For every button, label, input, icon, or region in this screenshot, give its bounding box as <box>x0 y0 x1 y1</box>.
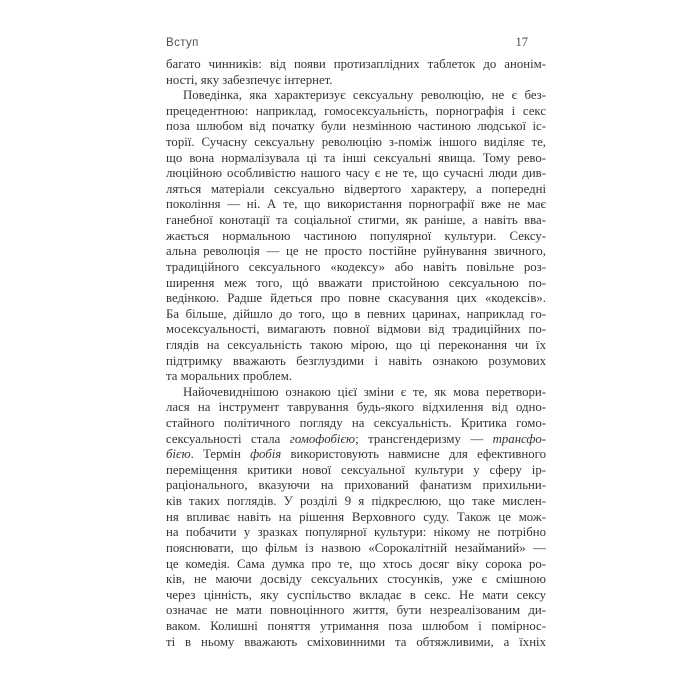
text-line: ня впливає навіть на рішення Верховного суду. Також це мож- <box>166 509 546 524</box>
paragraph <box>166 88 546 385</box>
text-line: мосексуальності, вимагають повної відмови від традиційних по- <box>166 322 546 337</box>
paragraph <box>166 385 546 650</box>
text-line: стайного політичного погляду на сексуальність. Критика гомо- <box>166 416 546 431</box>
text-line: альна революція — це не просто постійне руйнування звичного, <box>166 244 546 259</box>
text-line: сексуальності стала гомофобією; трансгендеризму — трансфо- <box>166 431 546 446</box>
text-line: ності, яку забезпечує інтернет. <box>166 72 333 87</box>
text-line: жається нормальною частиною популярної культури. Сексу- <box>166 228 546 243</box>
text-line: люційною особливістю нашого часу є не те, що сучасні люди див- <box>166 166 546 181</box>
chapter-title: Вступ <box>166 37 199 49</box>
text-line: пояснювати, що фільм із назвою «Сорокалітній незайманий» — <box>166 540 546 555</box>
text-line: ваком. Колишні поняття утримання поза шлюбом і помірнос- <box>166 618 546 633</box>
text-line: ведінкою. Радше йдеться про повне скасування цих «кодексів». <box>166 291 546 306</box>
text-block <box>166 57 546 650</box>
text-line: лася на інструмент таврування будь-якого відхилення від одно- <box>166 400 546 415</box>
text-line: переміщення критики нової сексуальної культури у сферу ір- <box>166 462 546 477</box>
text-line: Найочевиднішою ознакою цієї зміни є те, як мова перетвори- <box>183 384 546 399</box>
text-line: багато чинників: від появи протизаплідних таблеток до анонім- <box>166 57 546 71</box>
text-line: означає не мати повноцінного життя, бути незреалізованим ди- <box>166 603 546 618</box>
text-line: покоління — ні. А те, що використання порнографії вже не має <box>166 197 546 212</box>
text-line: раціонального, вказуючи на прихований фанатизм прихильни- <box>166 478 546 493</box>
text-line: та моральних проблем. <box>166 369 293 384</box>
text-line: бією. Термін фобія використовують навмисне для ефективного <box>166 447 546 462</box>
text-line: ширення меж того, щó вважати пристойною сексуальною по- <box>166 275 546 290</box>
text-line: традиційного сексуального «кодексу» або навіть повільне роз- <box>166 259 546 274</box>
text-line: це комедія. Сама думка про те, що хтось досяг віку сорока ро- <box>166 556 546 571</box>
text-line: підтримку вважають безглуздими і навіть ознакою розумових <box>166 353 546 368</box>
text-line: Ба більше, дійшло до того, що в певних царинах, наприклад го- <box>166 306 546 321</box>
text-line: Поведінка, яка характеризує сексуальну революцію, не є без- <box>183 88 546 103</box>
page-header <box>166 35 546 50</box>
text-line: поза шлюбом від початку були незмінною частиною людської іс- <box>166 119 546 134</box>
text-line: що вона нормалізувала ці та інші сексуальні явища. Тому рево- <box>166 150 546 165</box>
text-line: ляться матеріали сексуально відвертого характеру, а попередні <box>166 181 546 196</box>
page-number: 17 <box>515 35 528 49</box>
text-line: ганебної конотації та соціальної стигми, як раніше, а навіть вва- <box>166 213 546 228</box>
text-line: ті в ньому вважають сміховинними та обтяжливими, а їхніх <box>166 634 546 649</box>
text-line: прецедентною: наприклад, гомосексуальність, порнографія і секс <box>166 103 546 118</box>
text-line: торії. Сучасну сексуальну революцію з-поміж іншого виділяє те, <box>166 135 546 150</box>
paragraph <box>166 57 546 88</box>
text-line: на побачити у зразках популярної культури: нікому не потрібно <box>166 525 546 540</box>
text-line: ків таких поглядів. У розділі 9 я підкреслюю, що таке мислен- <box>166 494 546 509</box>
text-line: глядів на сексуальність такою мірою, що ці переконання чи їх <box>166 337 546 352</box>
text-line: ків, не маючи досвіду сексуальних стосунків, уже є смішною <box>166 572 546 587</box>
text-line: через цінність, яку суспільство вкладає в секс. Не мати сексу <box>166 587 546 602</box>
